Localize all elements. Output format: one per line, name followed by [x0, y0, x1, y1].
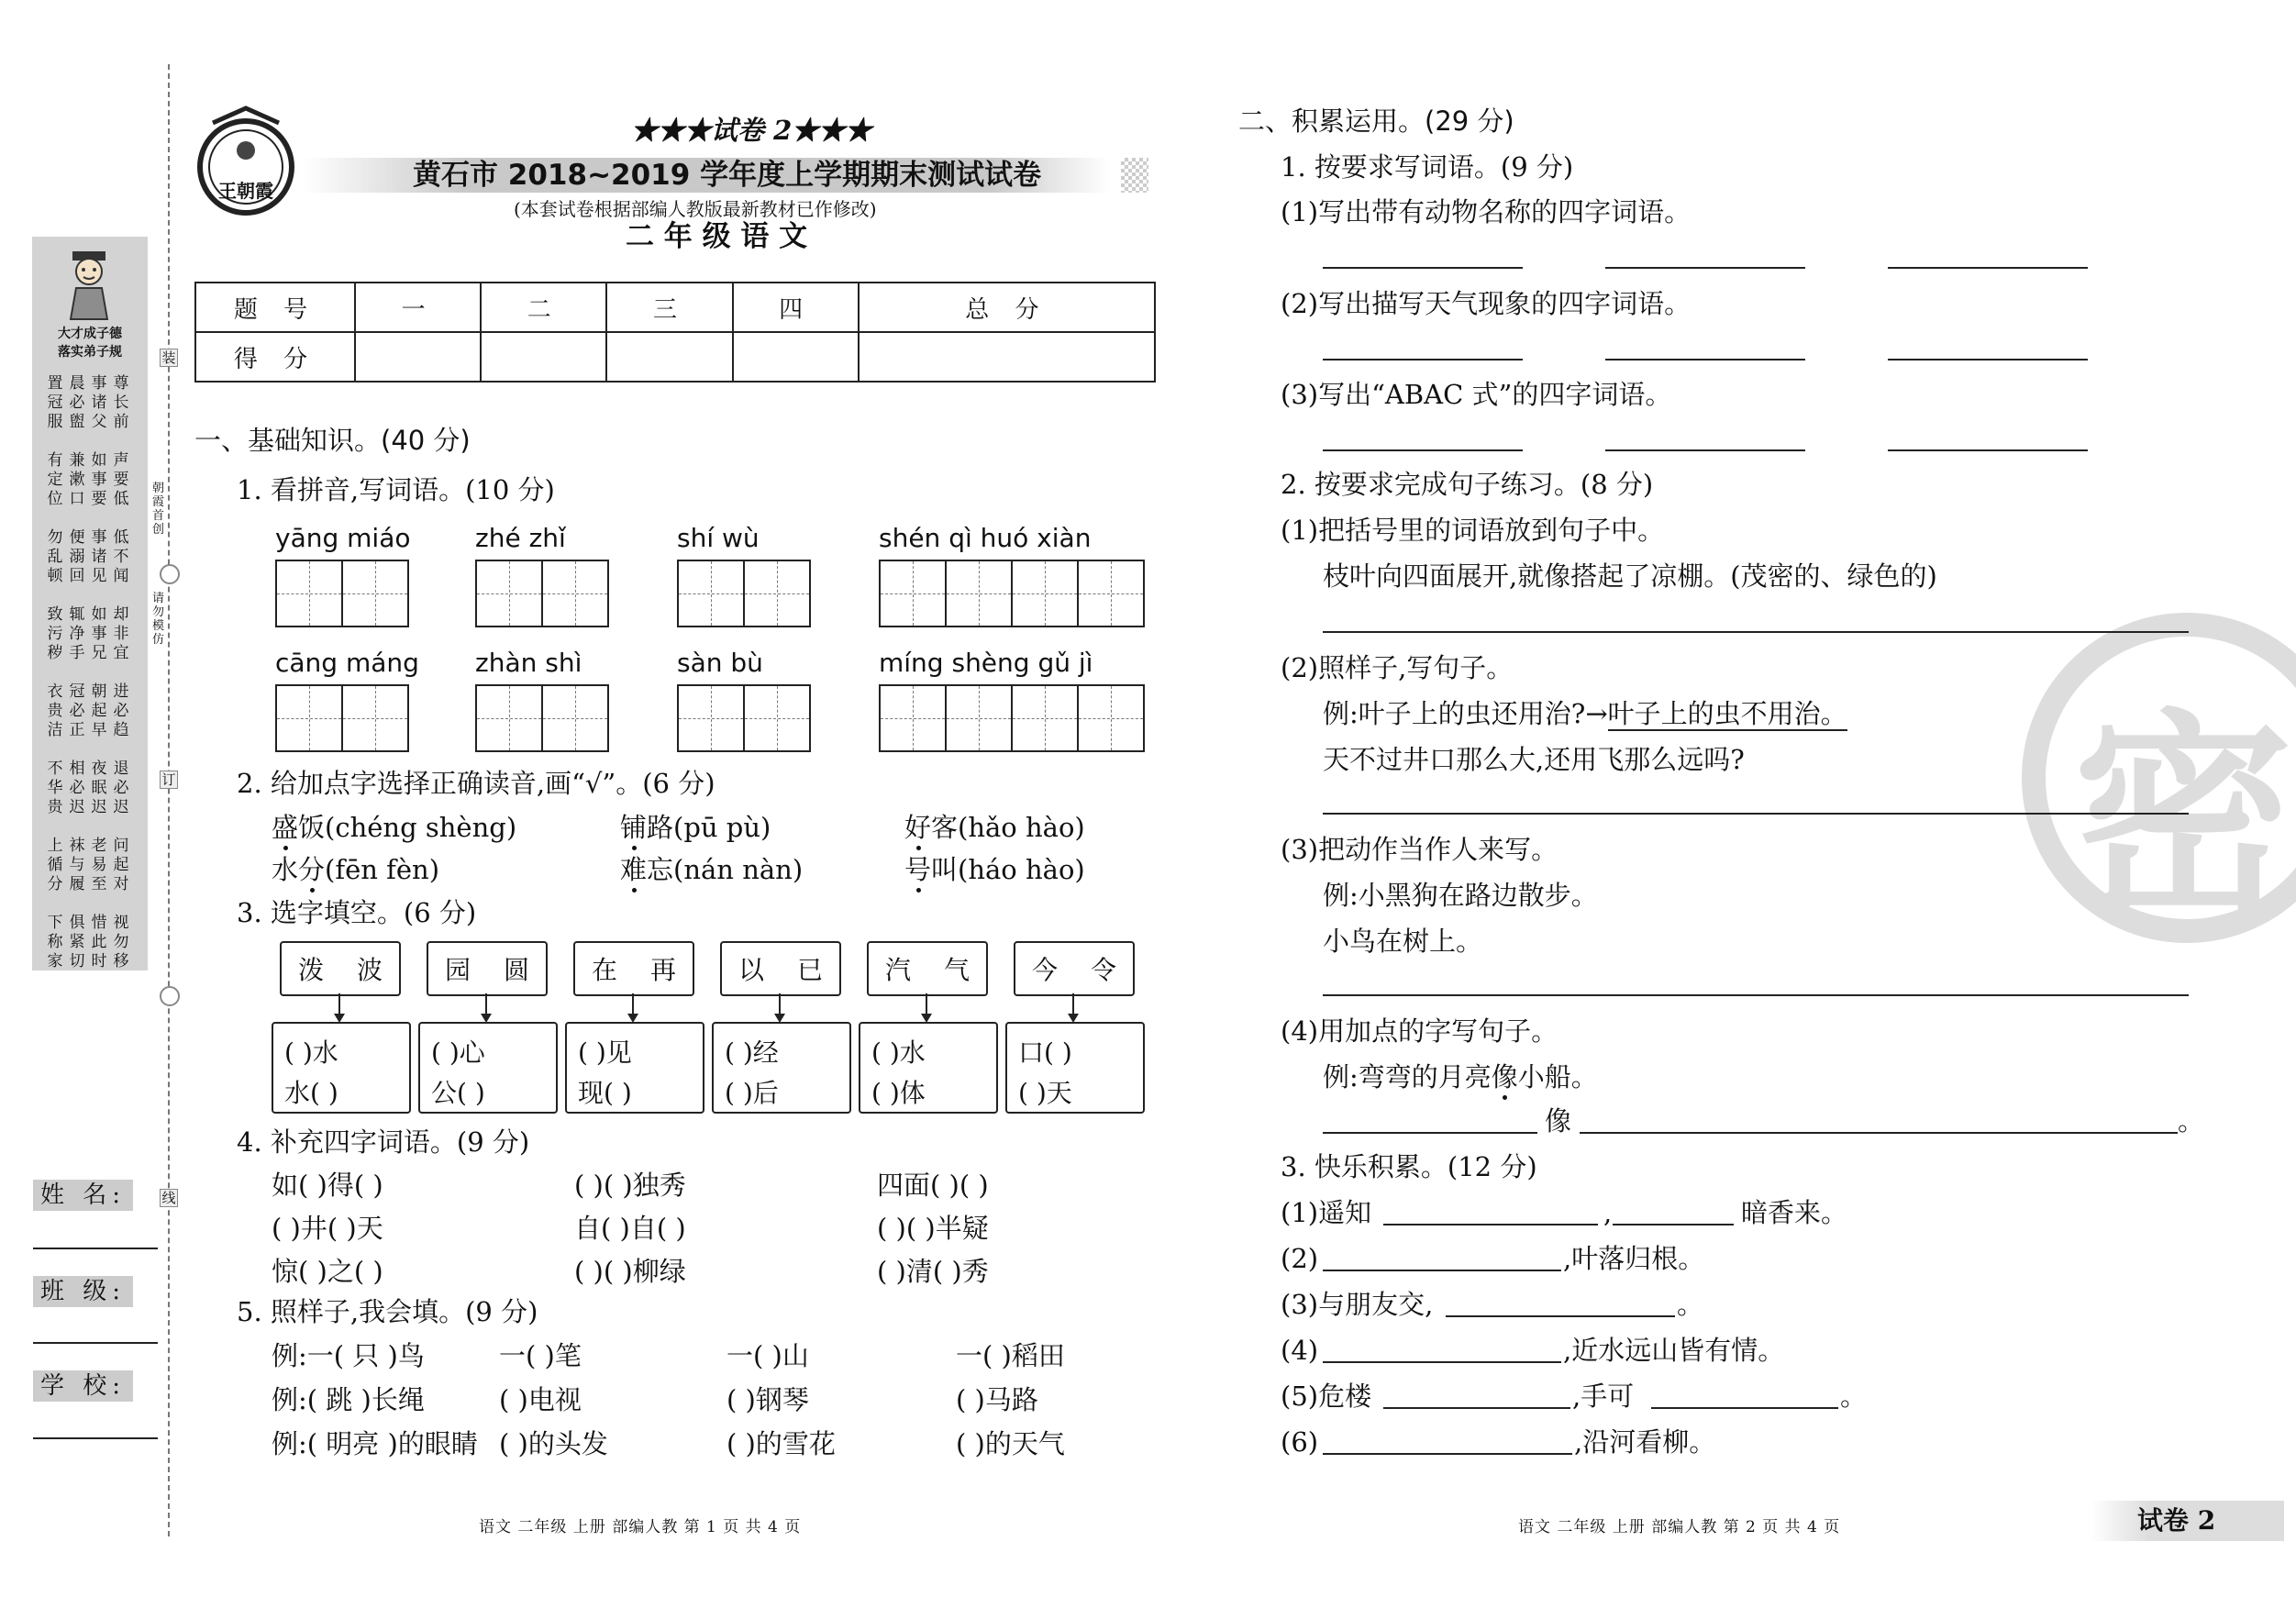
- sidebar-rule-text: 声要低: [113, 451, 129, 508]
- grid-cell[interactable]: [881, 561, 947, 626]
- poem-line-6b: ,沿河看柳。: [1574, 1426, 1716, 1458]
- measure-blank[interactable]: ( )钢琴: [727, 1384, 809, 1415]
- poem-line-4b: ,近水远山皆有情。: [1563, 1335, 1785, 1366]
- sidebar-rule-text: 夜眠迟: [91, 760, 107, 816]
- writing-grid[interactable]: [677, 560, 811, 627]
- sidebar-rule-text: 问起对: [113, 837, 129, 893]
- measure-blank[interactable]: 一( )稻田: [956, 1340, 1065, 1371]
- arrow-down-icon: [779, 993, 781, 1021]
- fill-blank[interactable]: ( )水: [284, 1037, 338, 1068]
- answer-line[interactable]: [1323, 813, 2189, 815]
- name-line[interactable]: [33, 1248, 158, 1249]
- sidebar-rule-text: 视勿移: [113, 914, 129, 970]
- sidebar-rule-text: 兼漱口: [69, 451, 85, 508]
- sidebar-rule-text: 如事要: [91, 451, 107, 508]
- poem-line-2: (2): [1281, 1243, 1319, 1274]
- grid-cell[interactable]: [745, 561, 809, 626]
- school-line[interactable]: [33, 1437, 158, 1439]
- choice-char: 园: [444, 955, 471, 985]
- measure-blank: 例:( 明亮 )的眼睛: [272, 1428, 478, 1459]
- footer-right: 语文 二年级 上册 部编人教 第 2 页 共 4 页: [1518, 1518, 1841, 1536]
- pronunciation-item[interactable]: 水分(fēn fèn): [272, 854, 440, 885]
- sidebar-rule-text: 下称家: [47, 914, 63, 970]
- arrow-down-icon: [485, 993, 487, 1021]
- bind-hole-icon: [160, 986, 180, 1006]
- sidebar-rule-text: 朝起早: [91, 682, 107, 739]
- score-header-cell: 一: [355, 283, 481, 332]
- sidebar-panel: [32, 237, 148, 970]
- brand-logo: 王朝霞: [194, 103, 297, 222]
- sidebar-rule-text: 却非宜: [113, 605, 129, 662]
- grid-cell[interactable]: [745, 686, 809, 750]
- dotted-char: 难: [620, 854, 648, 885]
- answer-line[interactable]: [1323, 1270, 1561, 1271]
- poem-line-3: (3)与朋友交,: [1281, 1289, 1434, 1320]
- poem-line-5: (5)危楼: [1281, 1381, 1372, 1412]
- fill-box[interactable]: [712, 1022, 851, 1114]
- poem-line-1c: 暗香来。: [1741, 1197, 1848, 1228]
- sidebar-rule-text: 事诸见: [91, 528, 107, 585]
- fill-blank[interactable]: 现( ): [578, 1078, 632, 1108]
- answer-line[interactable]: [1580, 1132, 2178, 1134]
- pinyin-label: sàn bù: [677, 648, 763, 678]
- writing-grid[interactable]: [275, 560, 409, 627]
- sidebar-rule-text: 尊长前: [113, 374, 129, 431]
- p2q3-title: 3. 快乐积累。(12 分): [1281, 1151, 1537, 1182]
- sidebar-rule-text: 冠必正: [69, 682, 85, 739]
- class-line[interactable]: [33, 1342, 158, 1344]
- answer-line[interactable]: [1323, 359, 1523, 360]
- p2q1-item-3: (3)写出“ABAC 式”的四字词语。: [1281, 379, 1672, 410]
- score-table-row: [195, 332, 1155, 382]
- bind-label-ding: 订: [160, 771, 178, 789]
- p2q1-item-1: (1)写出带有动物名称的四字词语。: [1281, 196, 1691, 227]
- dotted-char: 盛: [272, 812, 299, 843]
- p2q2-s1-text: 枝叶向四面展开,就像搭起了凉棚。(茂密的、绿色的): [1323, 560, 1937, 592]
- score-cell[interactable]: [355, 332, 481, 382]
- pinyin-label: míng shèng gǔ jì: [879, 648, 1093, 678]
- grid-cell[interactable]: [277, 561, 343, 626]
- fill-blank[interactable]: 水( ): [284, 1078, 338, 1108]
- sidebar-motto-1: 大才成子德: [58, 327, 122, 341]
- p2q2-s3-title: (3)把动作当作人来写。: [1281, 834, 1558, 865]
- answer-line[interactable]: [1323, 1132, 1537, 1134]
- choice-char: 圆: [503, 955, 529, 985]
- fill-blank[interactable]: 公( ): [431, 1078, 485, 1108]
- grid-cell[interactable]: [679, 561, 745, 626]
- dotted-char: 好: [904, 812, 932, 843]
- p2q2-s3-text: 小鸟在树上。: [1323, 926, 1483, 957]
- grid-cell[interactable]: [881, 686, 947, 750]
- choice-char: 在: [591, 955, 617, 985]
- score-header-cell: 三: [606, 283, 732, 332]
- bind-label-zhuang: 装: [160, 349, 178, 367]
- measure-blank: 例:一( 只 )鸟: [272, 1340, 425, 1371]
- answer-line[interactable]: [1613, 1224, 1734, 1225]
- sidebar-rule-text: 事诸父: [91, 374, 107, 431]
- sidebar-rule-text: 低不闻: [113, 528, 129, 585]
- grid-cell[interactable]: [1013, 561, 1079, 626]
- q2-title: 2. 给加点字选择正确读音,画“√”。(6 分): [237, 768, 715, 799]
- arrow-down-icon: [632, 993, 634, 1021]
- poem-line-5c: 。: [1840, 1381, 1868, 1412]
- sidebar-rule-text: 置冠服: [47, 374, 63, 431]
- answer-line[interactable]: [1605, 359, 1805, 360]
- score-header-cell: 总 分: [859, 283, 1155, 332]
- score-header-cell: 题 号: [195, 283, 355, 332]
- fill-blank[interactable]: ( )见: [578, 1037, 632, 1068]
- sidebar-rule-text: 有定位: [47, 451, 63, 508]
- sidebar-rule-text: 如事兄: [91, 605, 107, 662]
- score-cell[interactable]: [859, 332, 1155, 382]
- pronunciation-item[interactable]: 难忘(nán nàn): [620, 854, 804, 885]
- measure-blank[interactable]: 一( )笔: [499, 1340, 582, 1371]
- pronunciation-item[interactable]: 铺路(pū pù): [620, 812, 771, 843]
- grid-cell[interactable]: [543, 561, 607, 626]
- pronunciation-item[interactable]: 号叫(háo hào): [904, 854, 1085, 885]
- fill-blank[interactable]: ( )体: [871, 1078, 926, 1108]
- sidebar-rule-text: 惜此时: [91, 914, 107, 970]
- score-header-cell: 二: [481, 283, 606, 332]
- p2q2-s2-text: 天不过井口那么大,还用飞那么远吗?: [1323, 744, 1745, 775]
- pinyin-label: yāng miáo: [275, 523, 411, 553]
- class-label: 班 级:: [33, 1272, 133, 1306]
- grid-cell[interactable]: [343, 686, 407, 750]
- score-header-cell: 四: [733, 283, 859, 332]
- arrow-down-icon: [338, 993, 340, 1021]
- idiom-blank[interactable]: ( )( )柳绿: [574, 1256, 686, 1287]
- char-choice-box: [280, 941, 401, 996]
- bind-note-1: 朝霞首创: [152, 482, 165, 537]
- series-label: ★★★试卷 2★★★: [631, 115, 872, 146]
- pinyin-label: shén qì huó xiàn: [879, 523, 1092, 553]
- grid-cell[interactable]: [1079, 686, 1143, 750]
- sidebar-rule-text: 退必迟: [113, 760, 129, 816]
- poem-line-1b: ,: [1603, 1197, 1613, 1228]
- binding-line: [168, 64, 170, 1536]
- q4-title: 4. 补充四字词语。(9 分): [237, 1126, 530, 1158]
- fill-box[interactable]: [272, 1022, 411, 1114]
- grid-cell[interactable]: [1013, 686, 1079, 750]
- sidebar-rule-text: 晨必盥: [69, 374, 85, 431]
- fill-box[interactable]: [418, 1022, 558, 1114]
- sidebar-rule-text: 俱紧切: [69, 914, 85, 970]
- answer-line[interactable]: [1888, 267, 2088, 269]
- writing-grid[interactable]: [879, 684, 1145, 752]
- answer-line[interactable]: [1383, 1224, 1598, 1225]
- p2q2-s3-example: 例:小黑狗在路边散步。: [1323, 880, 1598, 911]
- writing-grid[interactable]: [677, 684, 811, 752]
- grid-cell[interactable]: [543, 686, 607, 750]
- answer-line[interactable]: [1323, 631, 2189, 633]
- char-choice-box: [573, 941, 694, 996]
- char-choice-box: [720, 941, 841, 996]
- pinyin-label: zhé zhǐ: [475, 523, 566, 553]
- fill-blank[interactable]: ( )水: [871, 1037, 926, 1068]
- grid-cell[interactable]: [947, 561, 1013, 626]
- sidebar-rule-text: 进必趋: [113, 682, 129, 739]
- part1-heading: 一、基础知识。(40 分): [194, 425, 471, 456]
- pinyin-label: cāng máng: [275, 648, 419, 678]
- answer-line[interactable]: [1323, 267, 1523, 269]
- idiom-blank[interactable]: 如( )得( ): [272, 1170, 383, 1201]
- choice-char: 气: [943, 955, 970, 985]
- answer-line[interactable]: [1323, 1453, 1572, 1455]
- answer-line[interactable]: [1651, 1407, 1838, 1409]
- grid-cell[interactable]: [477, 561, 543, 626]
- pinyin-label: shí wù: [677, 523, 760, 553]
- answer-line[interactable]: [1888, 449, 2088, 451]
- score-table: [194, 282, 1156, 383]
- fill-blank[interactable]: ( )天: [1018, 1078, 1072, 1108]
- idiom-blank[interactable]: ( )井( )天: [272, 1213, 383, 1244]
- answer-line[interactable]: [1605, 267, 1805, 269]
- sidebar-rule-text: 不华贵: [47, 760, 63, 816]
- score-row-label: 得 分: [195, 332, 355, 382]
- writing-grid[interactable]: [879, 560, 1145, 627]
- sidebar-rule-text: 衣贵洁: [47, 682, 63, 739]
- grid-cell[interactable]: [477, 686, 543, 750]
- arrow-down-icon: [1072, 993, 1074, 1021]
- school-label: 学 校:: [33, 1367, 133, 1401]
- checker-decor: [1121, 158, 1148, 193]
- measure-blank[interactable]: ( )的雪花: [727, 1428, 836, 1459]
- char-choice-box: [427, 941, 548, 996]
- dotted-char: 铺: [620, 812, 648, 843]
- sidebar-rule-text: 致污秽: [47, 605, 63, 662]
- choice-char: 再: [649, 955, 676, 985]
- idiom-blank[interactable]: ( )清( )秀: [877, 1256, 989, 1287]
- answer-line[interactable]: [1323, 449, 1523, 451]
- poem-line-6: (6): [1281, 1426, 1319, 1458]
- answer-line[interactable]: [1383, 1407, 1570, 1409]
- dotted-char: 分: [298, 854, 326, 885]
- idiom-blank[interactable]: 自( )自( ): [574, 1213, 686, 1244]
- p2q1-item-2: (2)写出描写天气现象的四字词语。: [1281, 288, 1691, 319]
- idiom-blank[interactable]: 四面( )( ): [877, 1170, 989, 1201]
- idiom-blank[interactable]: ( )( )半疑: [877, 1213, 989, 1244]
- grid-cell[interactable]: [343, 561, 407, 626]
- measure-blank[interactable]: ( )马路: [956, 1384, 1038, 1415]
- answer-line[interactable]: [1888, 359, 2088, 360]
- p2q1-title: 1. 按要求写词语。(9 分): [1281, 151, 1574, 183]
- fill-box[interactable]: [859, 1022, 998, 1114]
- p2q2-title: 2. 按要求完成句子练习。(8 分): [1281, 469, 1654, 500]
- s4-fill-char: 像: [1545, 1105, 1572, 1137]
- fill-blank[interactable]: ( )后: [725, 1078, 779, 1108]
- sidebar-rule-text: 袜与履: [69, 837, 85, 893]
- scholar-cartoon-icon: [60, 248, 118, 321]
- fill-blank[interactable]: ( )经: [725, 1037, 779, 1068]
- writing-grid[interactable]: [475, 684, 609, 752]
- grid-cell[interactable]: [947, 686, 1013, 750]
- dotted-char: 号: [904, 854, 932, 885]
- exam-subtitle: (本套试卷根据部编人教版最新教材已作修改): [514, 198, 877, 220]
- idiom-blank[interactable]: ( )( )独秀: [574, 1170, 686, 1201]
- measure-blank[interactable]: ( )电视: [499, 1384, 582, 1415]
- measure-blank[interactable]: ( )的天气: [956, 1428, 1065, 1459]
- q3-title: 3. 选字填空。(6 分): [237, 897, 477, 928]
- sidebar-rule-text: 勿乱顿: [47, 528, 63, 585]
- idiom-blank[interactable]: 惊( )之( ): [272, 1256, 383, 1287]
- sidebar-rule-text: 上循分: [47, 837, 63, 893]
- writing-grid[interactable]: [475, 560, 609, 627]
- writing-grid[interactable]: [275, 684, 409, 752]
- pronunciation-item[interactable]: 好客(hǎo hào): [904, 812, 1085, 843]
- choice-char: 今: [1031, 955, 1058, 985]
- name-label: 姓 名:: [33, 1176, 133, 1210]
- poem-line-1: (1)遥知: [1281, 1197, 1372, 1228]
- part2-heading: 二、积累运用。(29 分): [1238, 105, 1514, 137]
- poem-line-4: (4): [1281, 1335, 1319, 1366]
- score-cell[interactable]: [733, 332, 859, 382]
- example-answer: 叶子上的虫不用治。: [1607, 698, 1847, 729]
- sidebar-rule-text: 相必迟: [69, 760, 85, 816]
- s4-end-punct: 。: [2178, 1105, 2205, 1137]
- grade-subject: 二 年 级 语 文: [626, 220, 808, 253]
- choice-char: 已: [796, 955, 823, 985]
- fill-box[interactable]: [565, 1022, 704, 1114]
- p2q2-s2-title: (2)照样子,写句子。: [1281, 652, 1514, 683]
- score-table-header-row: [195, 283, 1155, 332]
- choice-char: 泼: [297, 955, 324, 985]
- bind-note-2: 请勿模仿: [152, 592, 165, 647]
- choice-char: 汽: [884, 955, 911, 985]
- choice-char: 波: [356, 955, 383, 985]
- fill-blank[interactable]: 口( ): [1018, 1037, 1072, 1068]
- footer-left: 语文 二年级 上册 部编人教 第 1 页 共 4 页: [479, 1518, 802, 1536]
- sidebar-motto-2: 落实弟子规: [58, 345, 122, 360]
- choice-char: 令: [1090, 955, 1116, 985]
- measure-blank[interactable]: 一( )山: [727, 1340, 809, 1371]
- bind-hole-icon: [160, 564, 180, 584]
- answer-line[interactable]: [1446, 1315, 1675, 1317]
- pinyin-label: zhàn shì: [475, 648, 582, 678]
- answer-line[interactable]: [1323, 1361, 1561, 1363]
- arrow-down-icon: [926, 993, 927, 1021]
- pronunciation-item[interactable]: 盛饭(chéng shèng): [272, 812, 517, 843]
- sidebar-rule-text: 老易至: [91, 837, 107, 893]
- p2q2-s4-example: 例:弯弯的月亮像小船。: [1323, 1061, 1598, 1092]
- sidebar-rule-text: 辄净手: [69, 605, 85, 662]
- char-choice-box: [867, 941, 988, 996]
- measure-blank[interactable]: ( )的头发: [499, 1428, 608, 1459]
- poem-line-5b: ,手可: [1572, 1381, 1635, 1412]
- exam-title: 黄石市 2018~2019 学年度上学期期末测试试卷: [413, 159, 1042, 192]
- choice-char: 以: [738, 955, 764, 985]
- grid-cell[interactable]: [277, 686, 343, 750]
- p2q2-s1-title: (1)把括号里的词语放到句子中。: [1281, 515, 1665, 546]
- bind-label-xian: 线: [160, 1189, 178, 1207]
- q1-title: 1. 看拼音,写词语。(10 分): [237, 474, 555, 505]
- answer-line[interactable]: [1323, 994, 2189, 996]
- char-choice-box: [1014, 941, 1135, 996]
- poem-line-2b: ,叶落归根。: [1563, 1243, 1705, 1274]
- fill-blank[interactable]: ( )心: [431, 1037, 485, 1068]
- sidebar-rule-text: 便溺回: [69, 528, 85, 585]
- score-cell[interactable]: [481, 332, 606, 382]
- grid-cell[interactable]: [679, 686, 745, 750]
- p2q2-s2-example: 例:叶子上的虫还用治?→叶子上的虫不用治。: [1323, 698, 1847, 729]
- p2q2-s4-title: (4)用加点的字写句子。: [1281, 1015, 1558, 1047]
- score-cell[interactable]: [606, 332, 732, 382]
- measure-blank: 例:( 跳 )长绳: [272, 1384, 425, 1415]
- poem-line-3b: 。: [1677, 1289, 1704, 1320]
- grid-cell[interactable]: [1079, 561, 1143, 626]
- answer-line[interactable]: [1605, 449, 1805, 451]
- footer-badge: 试卷 2: [2137, 1505, 2216, 1536]
- q5-title: 5. 照样子,我会填。(9 分): [237, 1296, 538, 1327]
- fill-box[interactable]: [1005, 1022, 1145, 1114]
